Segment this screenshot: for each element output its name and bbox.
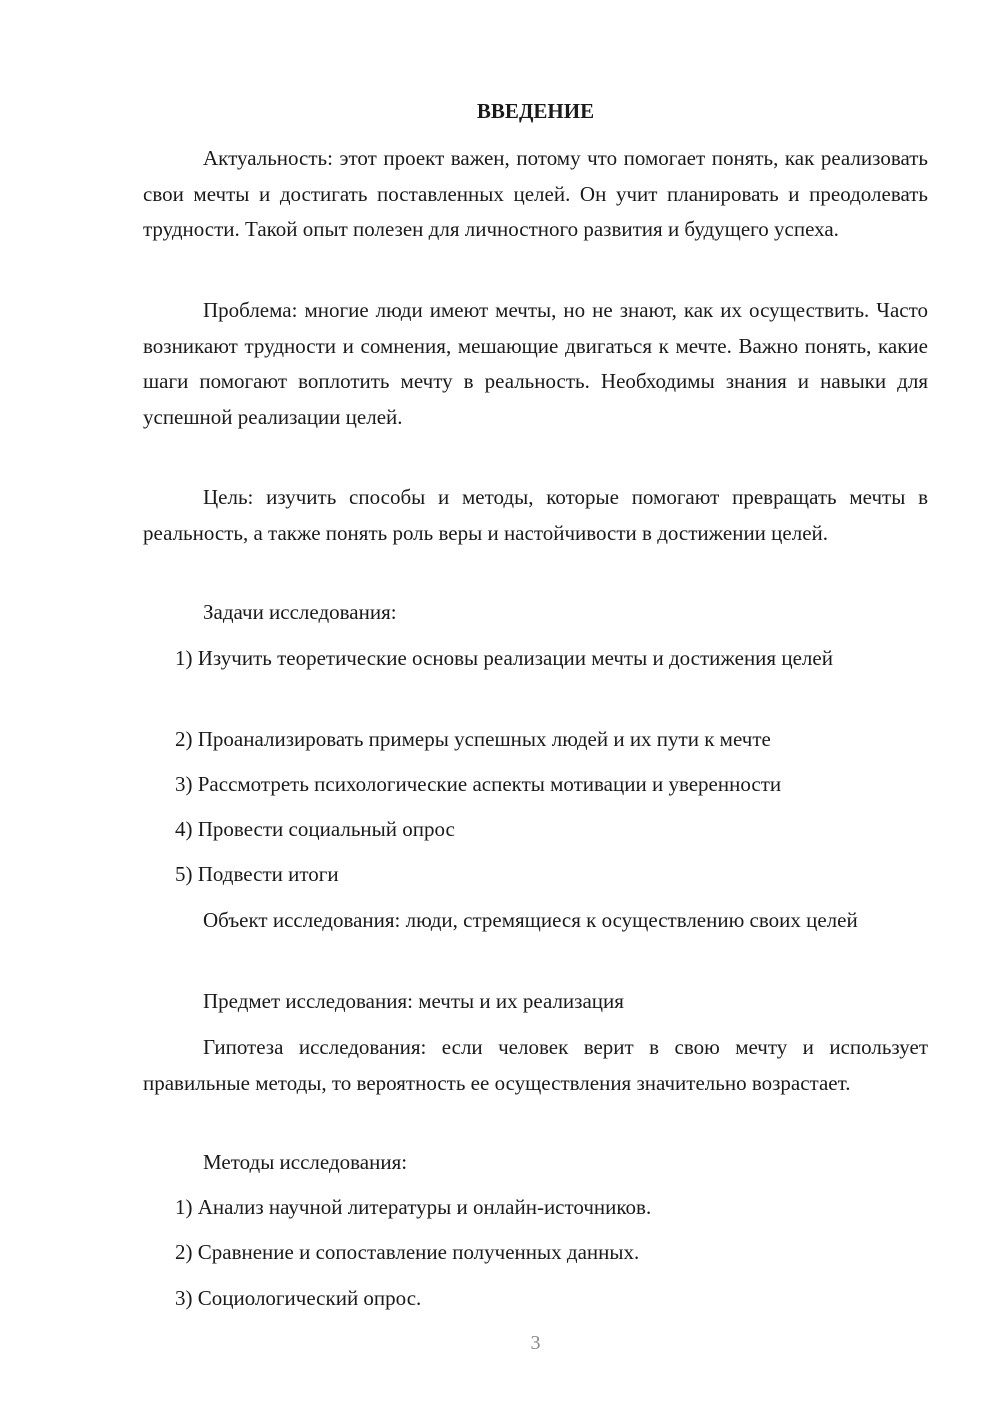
relevance-paragraph: Актуальность: этот проект важен, потому что помогает понять, как реализовать свои мечты и достигать поставленных целей. Он учит планировать и преодолевать трудности. Такой опыт полезен для личностного развития и будущего успеха. [143, 146, 928, 241]
object-paragraph: Объект исследования: люди, стремящиеся к осуществлению своих целей [203, 908, 858, 932]
page-title: ВВЕДЕНИЕ [476, 99, 595, 123]
method-item: 3) Социологический опрос. [175, 1286, 422, 1310]
hypothesis-paragraph: Гипотеза исследования: если человек верит в свою мечту и использует правильные методы, то вероятность ее осуществления значительно возрастает. [143, 1035, 928, 1095]
subject-paragraph: Предмет исследования: мечты и их реализация [203, 989, 624, 1013]
method-item: 2) Сравнение и сопоставление полученных данных. [175, 1240, 640, 1264]
goal-paragraph: Цель: изучить способы и методы, которые помогают превращать мечты в реальность, а также понять роль веры и настойчивости в достижении целей. [143, 485, 928, 545]
task-item: 5) Подвести итоги [175, 862, 339, 886]
tasks-heading: Задачи исследования: [203, 600, 397, 624]
page-number: 3 [530, 1332, 541, 1354]
methods-heading: Методы исследования: [203, 1150, 408, 1174]
document-page [143, 0, 928, 1414]
task-item: 1) Изучить теоретические основы реализации мечты и достижения целей [175, 646, 833, 670]
problem-paragraph: Проблема: многие люди имеют мечты, но не знают, как их осуществить. Часто возникают трудности и сомнения, мешающие двигаться к мечте. Важно понять, какие шаги помогают воплотить мечту в реальность. Необходимы знания и навыки для успешной реализации целей. [143, 298, 928, 429]
task-item: 4) Провести социальный опрос [175, 817, 455, 841]
method-item: 1) Анализ научной литературы и онлайн-источников. [175, 1195, 652, 1219]
task-item: 2) Проанализировать примеры успешных людей и их пути к мечте [175, 727, 771, 751]
task-item: 3) Рассмотреть психологические аспекты мотивации и уверенности [175, 772, 782, 796]
